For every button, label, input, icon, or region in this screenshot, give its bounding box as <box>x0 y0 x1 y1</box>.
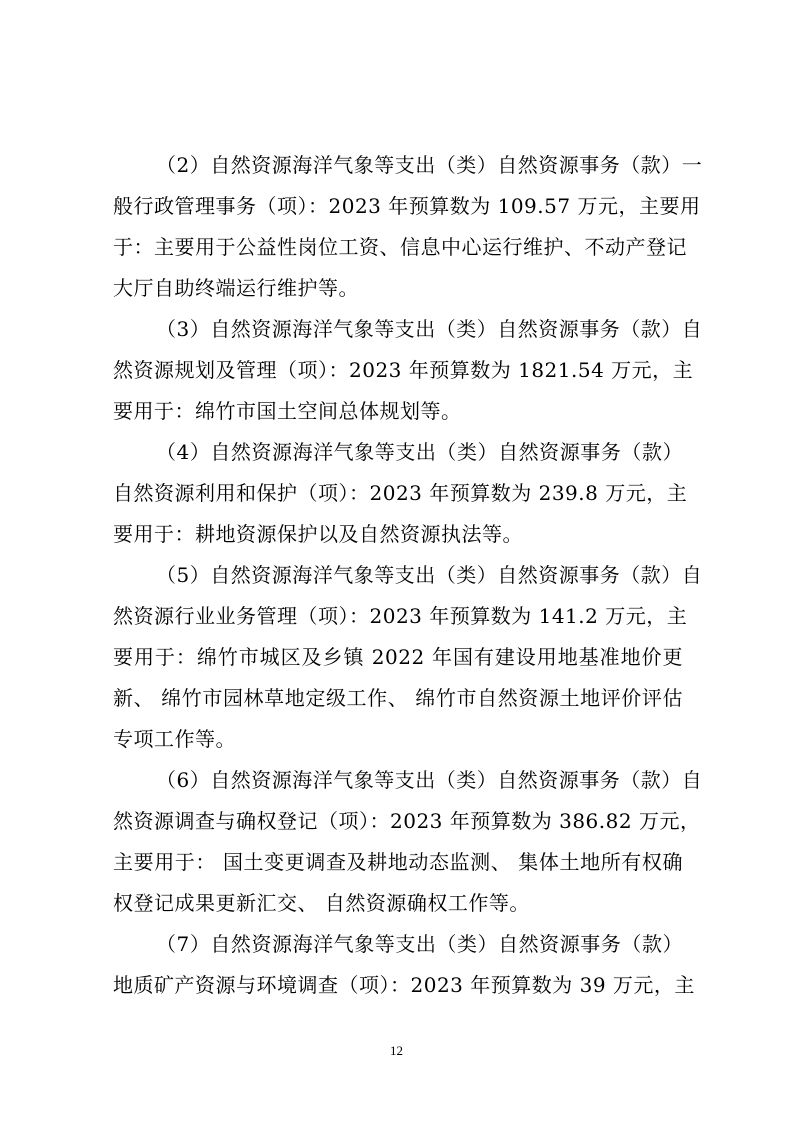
paragraph-2-line-4: 大厅自助终端运行维护等。 <box>113 276 359 300</box>
paragraph-7-line-1: （7）自然资源海洋气象等支出（类）自然资源事务（款） <box>156 932 683 956</box>
paragraph-6-line-3: 主要用于： 国土变更调查及耕地动态监测、 集体土地所有权确 <box>113 850 683 874</box>
paragraph-6-line-4: 权登记成果更新汇交、 自然资源确权工作等。 <box>113 891 530 915</box>
paragraph-5-line-1: （5）自然资源海洋气象等支出（类）自然资源事务（款）自 <box>156 563 703 587</box>
paragraph-4-line-3: 要用于：耕地资源保护以及自然资源执法等。 <box>113 522 523 546</box>
paragraph-6-line-2: 然资源调查与确权登记（项）：2023 年预算数为 386.82 万元， <box>113 809 701 833</box>
paragraph-5-line-5: 专项工作等。 <box>113 727 236 751</box>
paragraph-2-line-3: 于：主要用于公益性岗位工资、信息中心运行维护、不动产登记 <box>113 235 687 259</box>
paragraph-3-line-1: （3）自然资源海洋气象等支出（类）自然资源事务（款）自 <box>156 317 703 341</box>
paragraph-2-line-1: （2）自然资源海洋气象等支出（类）自然资源事务（款）一 <box>156 153 703 177</box>
paragraph-7-line-2: 地质矿产资源与环境调查（项）：2023 年预算数为 39 万元，主 <box>113 973 695 997</box>
paragraph-4-line-1: （4）自然资源海洋气象等支出（类）自然资源事务（款） <box>156 440 683 464</box>
page-number: 12 <box>390 1043 403 1058</box>
paragraph-5-line-3: 要用于：绵竹市城区及乡镇 2022 年国有建设用地基准地价更 <box>113 645 683 669</box>
paragraph-4-line-2: 自然资源利用和保护（项）：2023 年预算数为 239.8 万元，主 <box>113 481 688 505</box>
paragraph-5-line-2: 然资源行业业务管理（项）：2023 年预算数为 141.2 万元，主 <box>113 604 688 628</box>
paragraph-3-line-3: 要用于：绵竹市国土空间总体规划等。 <box>113 399 462 423</box>
paragraph-5-line-4: 新、 绵竹市园林草地定级工作、 绵竹市自然资源土地评价评估 <box>113 686 683 710</box>
paragraph-2-line-2: 般行政管理事务（项）：2023 年预算数为 109.57 万元，主要用 <box>113 194 701 218</box>
paragraph-6-line-1: （6）自然资源海洋气象等支出（类）自然资源事务（款）自 <box>156 768 703 792</box>
paragraph-3-line-2: 然资源规划及管理（项）：2023 年预算数为 1821.54 万元，主 <box>113 358 694 382</box>
